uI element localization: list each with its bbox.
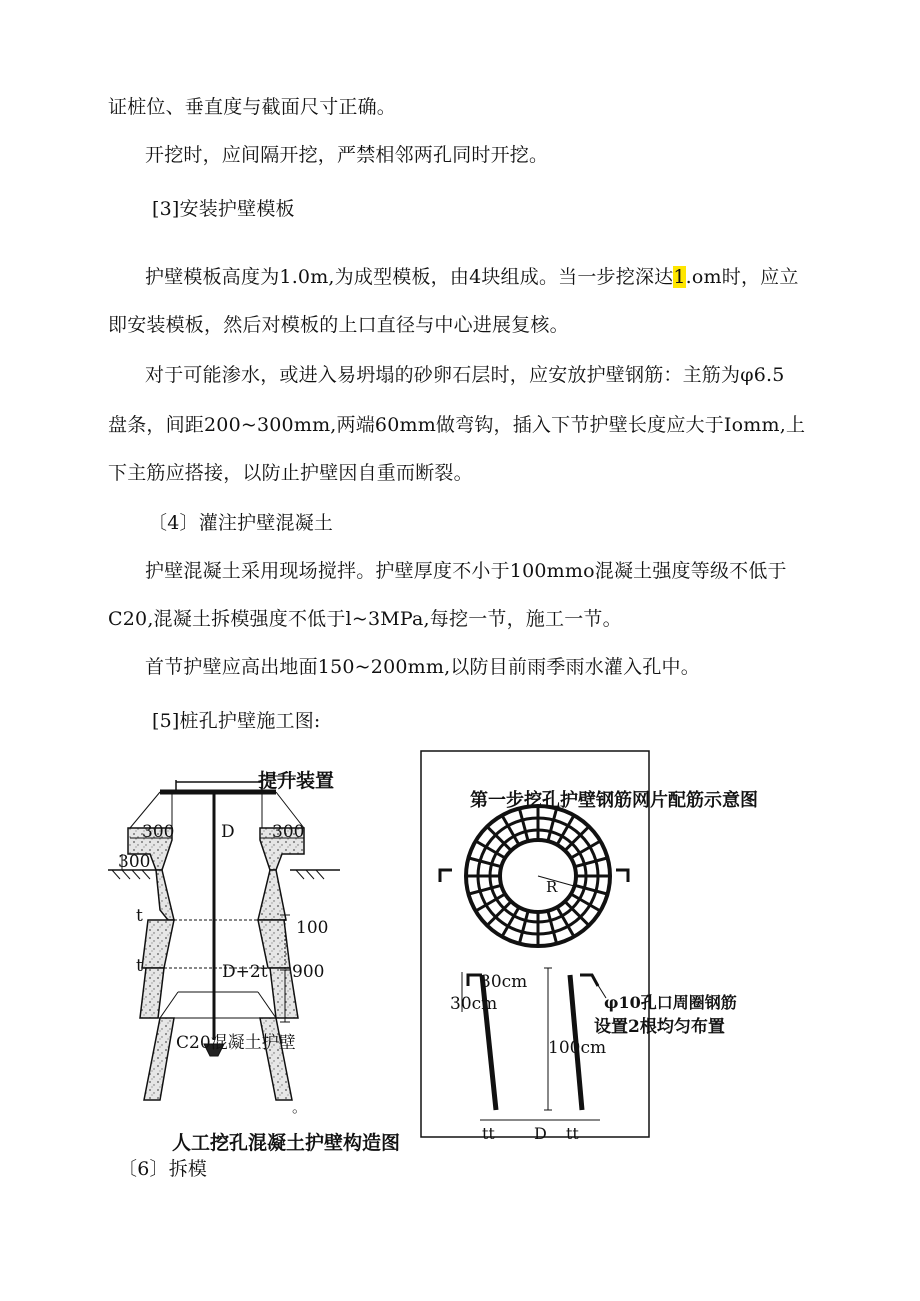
paragraph-line — [145, 262, 799, 289]
hoist-label: 提升装置 — [258, 770, 335, 792]
text-span: .om时，应立 — [685, 266, 799, 288]
section-heading: [5]桩孔护壁施工图: — [152, 710, 321, 732]
dimension-label: tt — [482, 1124, 495, 1143]
dimension-label: D — [221, 822, 235, 842]
section-heading: 〔4〕灌注护壁混凝土 — [148, 512, 334, 534]
paragraph-line: 下主筋应搭接，以防止护壁因自重而断裂。 — [108, 462, 473, 484]
section-heading: 〔6〕拆模 — [118, 1158, 208, 1180]
c20-wall-label: C20混凝土护壁 — [176, 1033, 296, 1053]
dimension-label: 30cm — [480, 972, 528, 992]
dimension-label: 900 — [292, 962, 325, 982]
dimension-label: 100cm — [548, 1038, 607, 1058]
radius-label: R — [546, 878, 558, 896]
paragraph-line: 对于可能渗水，或进入易坍塌的砂卵石层时，应安放护壁钢筋：主筋为φ6.5 — [145, 364, 785, 386]
paragraph-line: 证桩位、垂直度与截面尺寸正确。 — [108, 96, 397, 118]
paragraph-line: 护壁混凝土采用现场搅拌。护壁厚度不小于100mmo混凝土强度等级不低于 — [145, 560, 787, 582]
rebar-note: 设置2根均匀布置 — [594, 1017, 725, 1037]
paragraph-line: 即安装模板，然后对模板的上口直径与中心进展复核。 — [108, 314, 569, 336]
dimension-label: 300 — [118, 852, 151, 872]
dimension-label: 300 — [142, 822, 175, 842]
dimension-label: tt — [566, 1124, 579, 1143]
paragraph-line: 开挖时，应间隔开挖，严禁相邻两孔同时开挖。 — [145, 144, 549, 166]
dimension-label: 300 — [272, 822, 305, 842]
dimension-label: t — [136, 956, 143, 976]
text-span: 护壁模板高度为1.0m,为成型模板，由4块组成。当一步挖深达 — [145, 266, 674, 288]
dimension-label: 30cm — [450, 994, 498, 1014]
dimension-label: 100 — [296, 918, 329, 938]
paragraph-line: 首节护壁应高出地面150~200mm,以防目前雨季雨水灌入孔中。 — [145, 656, 700, 678]
section-heading: [3]安装护壁模板 — [152, 198, 295, 220]
dimension-label: D — [534, 1124, 547, 1143]
rebar-note: φ10孔口周圈钢筋 — [604, 993, 737, 1012]
dimension-label: D+2t — [222, 962, 268, 982]
dot-mark: 。 — [292, 1098, 308, 1116]
paragraph-line: 盘条，间距200~300mm,两端60mm做弯钩，插入下节护壁长度应大于Iomm,上 — [108, 414, 806, 436]
mesh-title: 第一步挖孔护壁钢筋网片配筋示意图 — [470, 790, 758, 811]
highlighted-text: 1 — [673, 266, 686, 288]
paragraph-line: C20,混凝土拆模强度不低于l~3MPa,每挖一节，施工一节。 — [108, 608, 622, 630]
pile-wall-diagram — [100, 760, 420, 1160]
figure-caption: 人工挖孔混凝土护壁构造图 — [172, 1132, 401, 1154]
dimension-label: t — [136, 906, 143, 926]
